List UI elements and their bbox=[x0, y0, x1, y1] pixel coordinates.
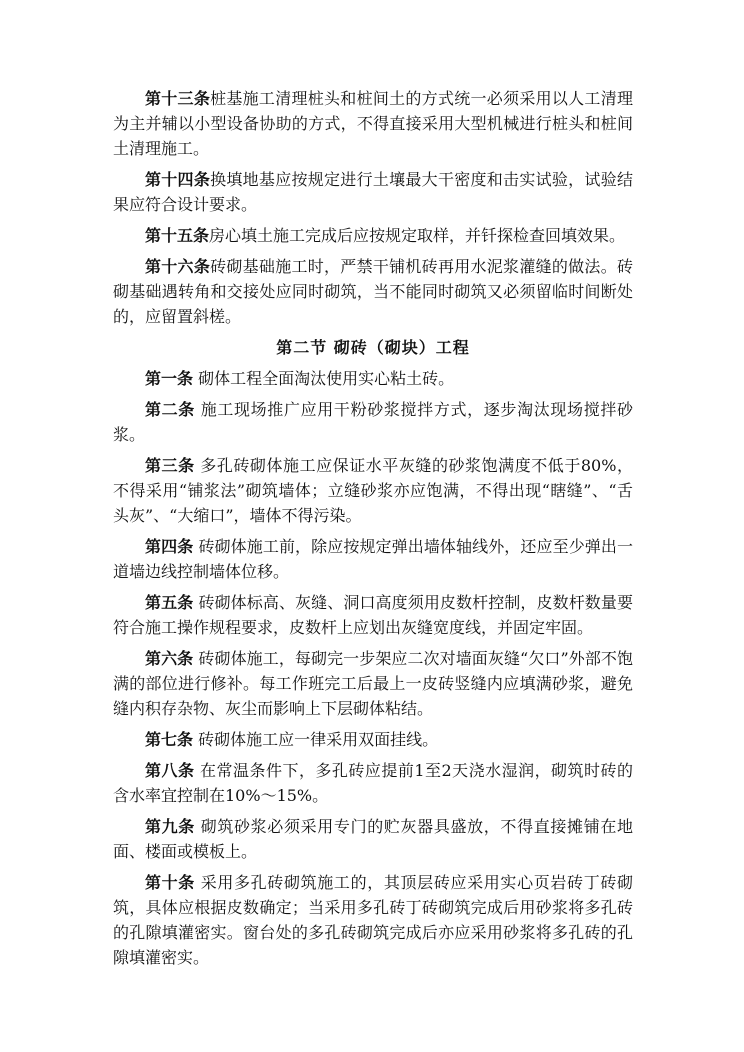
article-label: 第六条 bbox=[145, 649, 194, 668]
article-text: 砖砌体标高、灰缝、洞口高度须用皮数杆控制，皮数杆数量要符合施工操作规程要求，皮数杆上应划出灰缝宽度线，并固定牢固。 bbox=[113, 593, 633, 637]
article-paragraph bbox=[113, 646, 633, 721]
article-text: 砖砌基础施工时，严禁干铺机砖再用水泥浆灌缝的做法。砖砌基础遇转角和交接处应同时砌筑，当不能同时砌筑又必须留临时间断处的，应留置斜槎。 bbox=[113, 257, 633, 326]
article-paragraph bbox=[113, 814, 633, 864]
article-label: 第十三条 bbox=[145, 89, 211, 108]
article-label: 第九条 bbox=[145, 817, 195, 836]
article-text: 砌体工程全面淘汰使用实心粘土砖。 bbox=[193, 369, 455, 388]
article-text: 砖砌体施工前，除应按规定弹出墙体轴线外，还应至少弹出一道墙边线控制墙体位移。 bbox=[113, 537, 633, 581]
article-label: 第二条 bbox=[145, 400, 195, 419]
article-label: 第十条 bbox=[145, 873, 195, 892]
article-text: 砌筑砂浆必须采用专门的贮灰器具盛放，不得直接摊铺在地面、楼面或模板上。 bbox=[113, 817, 633, 861]
article-label: 第一条 bbox=[145, 369, 194, 388]
article-text: 在常温条件下，多孔砖应提前1至2天浇水湿润，砌筑时砖的含水率宜控制在10%～15%。 bbox=[113, 761, 633, 805]
article-paragraph bbox=[113, 223, 633, 248]
article-paragraph bbox=[113, 366, 633, 391]
article-text: 换填地基应按规定进行土壤最大干密度和击实试验，试验结果应符合设计要求。 bbox=[113, 170, 633, 214]
article-label: 第八条 bbox=[145, 761, 195, 780]
section-title: 第二节 砌砖（砌块）工程 bbox=[276, 338, 470, 357]
article-text: 采用多孔砖砌筑施工的，其顶层砖应采用实心页岩砖丁砖砌筑，具体应根据皮数确定；当采用多孔砖丁砖砌筑完成后用砂浆将多孔砖的孔隙填灌密实。窗台处的多孔砖砌筑完成后亦应采用砂浆将多孔砖的孔隙填灌密实。 bbox=[113, 873, 633, 967]
article-paragraph bbox=[113, 397, 633, 447]
article-label: 第十四条 bbox=[145, 170, 211, 189]
article-label: 第四条 bbox=[145, 537, 194, 556]
article-text: 多孔砖砌体施工应保证水平灰缝的砂浆饱满度不低于80%，不得采用“铺浆法”砌筑墙体；立缝砂浆亦应饱满，不得出现“瞎缝”、“舌头灰”、“大缩口”，墙体不得污染。 bbox=[113, 456, 633, 525]
article-text: 桩基施工清理桩头和桩间土的方式统一必须采用以人工清理为主并辅以小型设备协助的方式，不得直接采用大型机械进行桩头和桩间土清理施工。 bbox=[113, 89, 633, 158]
article-paragraph bbox=[113, 254, 633, 329]
document-body bbox=[113, 86, 633, 976]
article-paragraph bbox=[113, 758, 633, 808]
article-label: 第十六条 bbox=[145, 257, 211, 276]
article-label: 第七条 bbox=[145, 730, 194, 749]
article-label: 第十五条 bbox=[145, 226, 210, 245]
article-paragraph bbox=[113, 167, 633, 217]
article-paragraph bbox=[113, 453, 633, 528]
article-label: 第三条 bbox=[145, 456, 195, 475]
article-text: 砖砌体施工，每砌完一步架应二次对墙面灰缝“欠口”外部不饱满的部位进行修补。每工作班完工后最上一皮砖竖缝内应填满砂浆，避免缝内积存杂物、灰尘而影响上下层砌体粘结。 bbox=[113, 649, 633, 718]
article-text: 施工现场推广应用干粉砂浆搅拌方式，逐步淘汰现场搅拌砂浆。 bbox=[113, 400, 633, 444]
article-paragraph bbox=[113, 86, 633, 161]
article-text: 房心填土施工完成后应按规定取样，并钎探检查回填效果。 bbox=[209, 226, 626, 245]
article-text: 砖砌体施工应一律采用双面挂线。 bbox=[193, 730, 439, 749]
article-paragraph bbox=[113, 870, 633, 970]
article-paragraph bbox=[113, 590, 633, 640]
article-paragraph bbox=[113, 534, 633, 584]
article-label: 第五条 bbox=[145, 593, 194, 612]
article-paragraph bbox=[113, 727, 633, 752]
